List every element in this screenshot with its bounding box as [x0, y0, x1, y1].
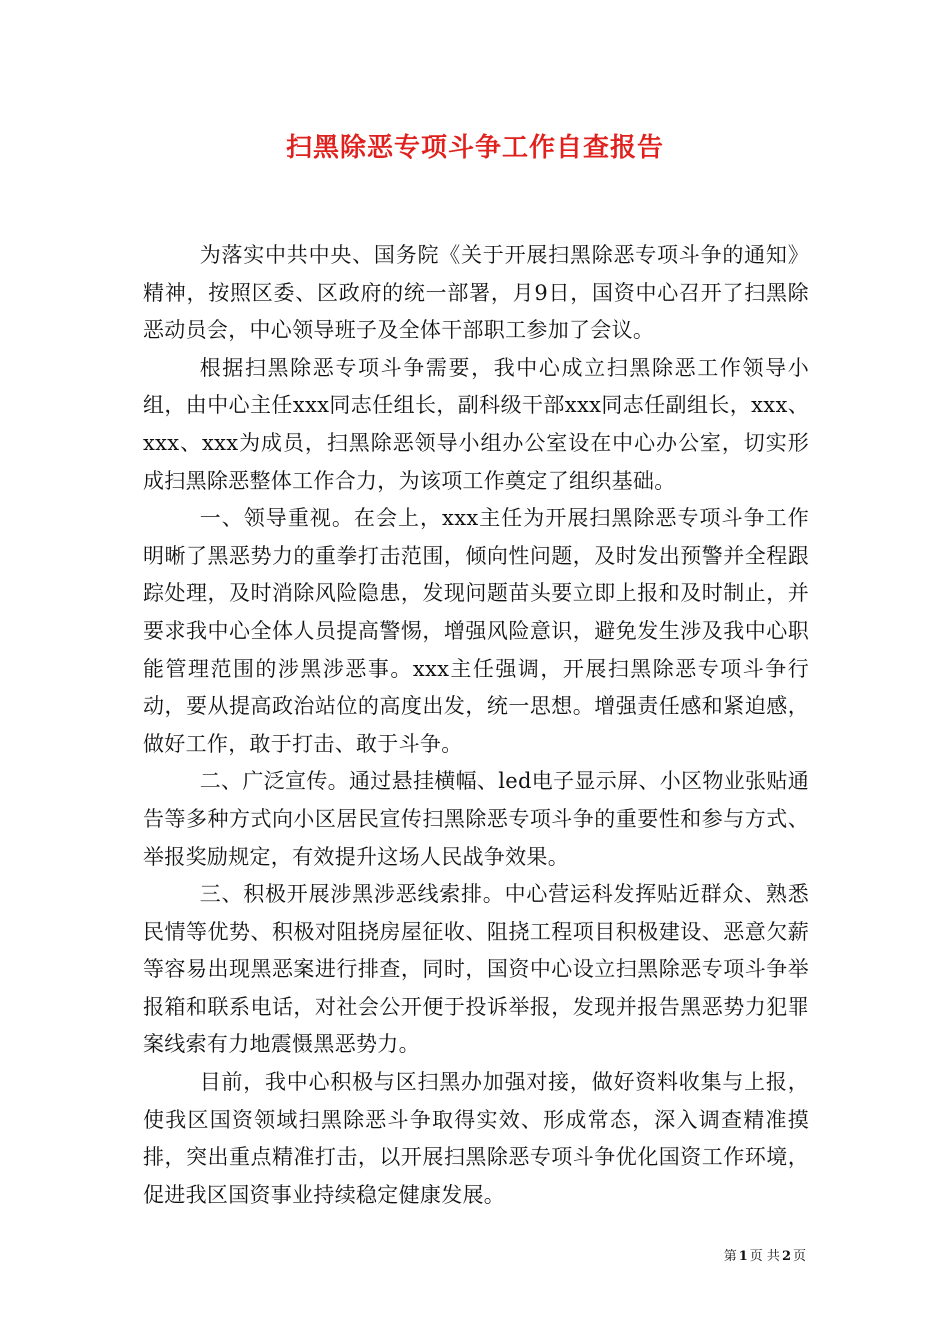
paragraph-section-three: 三、积极开展涉黑涉恶线索排。中心营运科发挥贴近群众、熟悉民情等优势、积极对阻挠房屋征收、阻挠工程项目积极建设、恶意欠薪等容易出现黑恶案进行排查，同时，国资中心设立扫黑除恶专项斗争举报箱和联系电话，对社会公开便于投诉举报，发现并报告黑恶势力犯罪案线索有力地震慑黑恶势力。: [143, 882, 809, 1057]
footer-current-page: 1: [738, 1249, 748, 1264]
document-title: 扫黑除恶专项斗争工作自查报告: [285, 133, 664, 163]
paragraph-section-two: 二、广泛宣传。通过悬挂横幅、led电子显示屏、小区物业张贴通告等多种方式向小区居民宣传扫黑除恶专项斗争的重要性和参与方式、举报奖励规定，有效提升这场人民战争效果。: [143, 769, 809, 869]
footer-prefix: 第: [723, 1249, 737, 1264]
footer-total-pages: 2: [781, 1249, 791, 1264]
footer-middle: 页 共: [749, 1249, 780, 1264]
paragraph-leadership-group: 根据扫黑除恶专项斗争需要，我中心成立扫黑除恶工作领导小组，由中心主任xxx同志任组长，副科级干部xxx同志任副组长，xxx、xxx、xxx为成员，扫黑除恶领导小组办公室设在中心办公室，切实形成扫黑除恶整体工作合力，为该项工作奠定了组织基础。: [143, 355, 809, 493]
paragraph-intro: 为落实中共中央、国务院《关于开展扫黑除恶专项斗争的通知》精神，按照区委、区政府的统一部署，月9日，国资中心召开了扫黑除恶动员会，中心领导班子及全体干部职工参加了会议。: [143, 243, 809, 343]
document-body: [143, 237, 809, 1214]
paragraph-current: 目前，我中心积极与区扫黑办加强对接，做好资料收集与上报，使我区国资领域扫黑除恶斗争取得实效、形成常态，深入调查精准摸排，突出重点精准打击，以开展扫黑除恶专项斗争优化国资工作环境，促进我区国资事业持续稳定健康发展。: [143, 1070, 809, 1207]
footer-suffix: 页: [792, 1249, 806, 1264]
page-number-footer: [724, 1245, 806, 1264]
paragraph-section-one: 一、领导重视。在会上，xxx主任为开展扫黑除恶专项斗争工作明晰了黑恶势力的重拳打击范围，倾向性问题，及时发出预警并全程跟踪处理，及时消除风险隐患，发现问题苗头要立即上报和及时制止，并要求我中心全体人员提高警惕，增强风险意识，避免发生涉及我中心职能管理范围的涉黑涉恶事。xxx主任强调，开展扫黑除恶专项斗争行动，要从提高政治站位的高度出发，统一思想。增强责任感和紧迫感，做好工作，敢于打击、敢于斗争。: [143, 506, 809, 756]
